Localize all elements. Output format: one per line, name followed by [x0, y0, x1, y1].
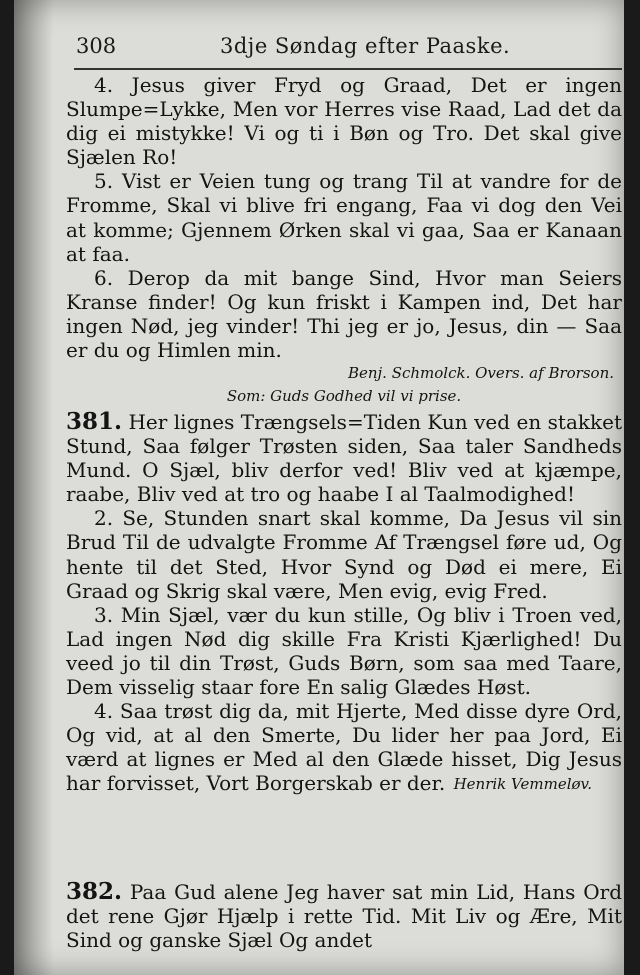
hymn-381-attribution: Henrik Vemmeløv.	[453, 774, 592, 793]
hymn-prev-verse-5: 5. Vist er Veien tung og trang Til at vandre for de Fromme, Skal vi blive fri engang, Faa vi dog den Vei at komme; Gjennem Ørken skal vi gaa, Saa er Kanaan at faa.	[66, 169, 622, 266]
hymn-381-block	[66, 382, 622, 811]
book-page	[14, 0, 624, 975]
page-header	[76, 30, 621, 62]
hymn-382-text: Paa Gud alene Jeg haver sat min Lid, Hans Ord det rene Gjør Hjælp i rette Tid. Mit Liv og Ære, Mit Sind og ganske Sjæl Og andet	[66, 880, 623, 953]
hymn-382-verse-1	[66, 880, 622, 952]
hymn-381-verse-1	[66, 410, 622, 506]
binding-shadow	[14, 0, 54, 975]
hymn-prev-attribution: Benj. Schmolck. Overs. af Brorson.	[347, 364, 614, 383]
header-rule	[74, 68, 622, 70]
hymn-381-number: 381.	[66, 408, 123, 435]
running-title: 3dje Søndag efter Paaske.	[220, 34, 511, 58]
hymn-prev-block	[66, 73, 622, 384]
hymn-prev-verse-6: 6. Derop da mit bange Sind, Hvor man Seiers Kranse finder! Og kun friskt i Kampen ind, Det har ingen Nød, jeg vinder! Thi jeg er jo, Jesus, din — Saa er du og Himlen min.	[66, 265, 622, 363]
hymn-381-verse-2: 2. Se, Stunden snart skal komme, Da Jesus vil sin Brud Til de udvalgte Fromme Af Trængsel føre ud, Og hente til det Sted, Hvor Synd og Død ei mere, Ei Graad og Skrig skal være, Men evig, evig Fred.	[66, 506, 622, 603]
hymn-382-block	[66, 880, 622, 952]
hymn-381-verse-3: 3. Min Sjæl, vær du kun stille, Og bliv i Troen ved, Lad ingen Nød dig skille Fra Kristi Kjærlighed! Du veed jo til din Trøst, Guds Børn, som saa med Taare, Dem visselig staar fore En salig Glædes Høst.	[66, 602, 622, 700]
hymn-381-verse-4: 4. Saa trøst dig da, mit Hjerte, Med disse dyre Ord, Og vid, at al den Smerte, Du lider her paa Jord, Ei værd at lignes er Med al den Glæde hisset, Dig Jesus har forvisset, Vort Borgerskab er der.	[66, 699, 622, 796]
hymn-381-tune: Som: Guds Godhed vil vi prise.	[226, 387, 462, 405]
hymn-382-number: 382.	[66, 878, 123, 905]
page-number: 308	[76, 34, 117, 58]
hymn-381-verse-1-text: Her lignes Trængsels=Tiden Kun ved en stakket Stund, Saa følger Trøsten siden, Saa taler Sandheds Mund. O Sjæl, bliv derfor ved! Bliv ved at kjæmpe, raabe, Bliv ved at tro og haabe I al Taalmodighed!	[66, 410, 623, 507]
hymn-prev-verse-4: 4. Jesus giver Fryd og Graad, Det er ingen Slumpe=Lykke, Men vor Herres vise Raad, Lad det da dig ei mistykke! Vi og ti i Bøn og Tro. Det skal give Sjælen Ro!	[66, 73, 622, 170]
